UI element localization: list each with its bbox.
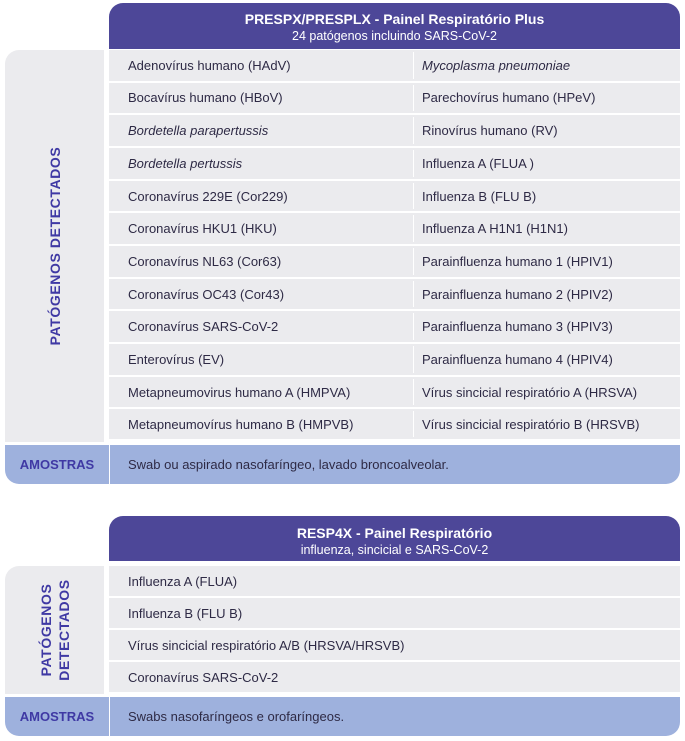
list-item xyxy=(109,598,680,628)
side-label xyxy=(37,579,73,680)
amostras-label: AMOSTRAS xyxy=(19,709,95,724)
panel-respiratorio xyxy=(5,516,680,738)
table-row xyxy=(109,213,680,244)
column-divider xyxy=(413,85,414,112)
pathogen-cell-right: Mycoplasma pneumoniae xyxy=(422,57,571,73)
amostras-text: Swabs nasofaríngeos e orofaríngeos. xyxy=(128,709,345,724)
column-divider xyxy=(413,313,414,340)
column-divider xyxy=(413,183,414,210)
side-label-box xyxy=(5,50,104,442)
list-item xyxy=(109,630,680,660)
column-divider xyxy=(413,379,414,406)
pathogen-cell-left: Coronavírus NL63 (Cor63) xyxy=(128,253,282,269)
panel-subtitle: 24 patógenos incluindo SARS-CoV-2 xyxy=(292,29,497,43)
column-divider xyxy=(413,411,414,437)
pathogen-cell-left: Coronavírus SARS-CoV-2 xyxy=(128,319,279,335)
panel-title: RESP4X - Painel Respiratório xyxy=(296,525,493,541)
amostras-divider xyxy=(109,697,110,736)
amostras-row xyxy=(5,697,680,736)
table-row xyxy=(109,409,680,439)
amostras-divider xyxy=(109,445,110,484)
pathogen-cell-right: Influenza B (FLU B) xyxy=(422,188,537,204)
side-label-line-2: DETECTADOS xyxy=(55,579,72,681)
amostras-row xyxy=(5,445,680,484)
column-divider xyxy=(413,248,414,275)
column-divider xyxy=(413,117,414,144)
amostras-label: AMOSTRAS xyxy=(19,457,95,472)
pathogen-name: Vírus sincicial respiratório A/B (HRSVA/HRSVB) xyxy=(128,637,405,653)
column-divider xyxy=(413,346,414,373)
panel-header xyxy=(109,516,680,561)
side-label-box xyxy=(5,566,104,694)
column-divider xyxy=(413,215,414,242)
panel-header xyxy=(109,3,680,49)
pathogen-cell-right: Parainfluenza humano 2 (HPIV2) xyxy=(422,286,613,302)
pathogen-cell-right: Parechovírus humano (HPeV) xyxy=(422,90,596,106)
table-row xyxy=(109,311,680,342)
side-label: PATÓGENOS DETECTADOS xyxy=(46,146,63,346)
pathogen-cell-left: Adenovírus humano (HAdV) xyxy=(128,57,291,73)
amostras-text: Swab ou aspirado nasofaríngeo, lavado broncoalveolar. xyxy=(128,457,449,472)
pathogen-cell-left: Coronavírus 229E (Cor229) xyxy=(128,188,288,204)
pathogen-cell-right: Parainfluenza humano 3 (HPIV3) xyxy=(422,319,613,335)
pathogen-cell-right: Influenza A (FLUA ) xyxy=(422,155,535,171)
column-divider xyxy=(413,150,414,177)
pathogen-cell-left: Coronavírus HKU1 (HKU) xyxy=(128,221,277,237)
pathogen-table xyxy=(109,50,680,442)
pathogen-name: Influenza B (FLU B) xyxy=(128,605,243,621)
pathogen-cell-left: Coronavírus OC43 (Cor43) xyxy=(128,286,285,302)
pathogen-cell-left: Bocavírus humano (HBoV) xyxy=(128,90,283,106)
pathogen-cell-right: Rinovírus humano (RV) xyxy=(422,123,558,139)
table-row xyxy=(109,377,680,408)
panel-title: PRESPX/PRESPLX - Painel Respiratório Plus xyxy=(244,11,545,27)
table-row xyxy=(109,246,680,277)
pathogen-cell-right: Parainfluenza humano 4 (HPIV4) xyxy=(422,351,613,367)
table-row xyxy=(109,181,680,212)
panel-respiratorio-plus xyxy=(5,3,680,484)
table-row xyxy=(109,279,680,310)
pathogen-cell-right: Vírus sincicial respiratório B (HRSVB) xyxy=(422,416,640,432)
column-divider xyxy=(413,281,414,308)
table-row xyxy=(109,344,680,375)
pathogen-cell-right: Vírus sincicial respiratório A (HRSVA) xyxy=(422,384,638,400)
list-item xyxy=(109,566,680,596)
pathogen-list xyxy=(109,566,680,694)
pathogen-cell-right: Parainfluenza humano 1 (HPIV1) xyxy=(422,253,613,269)
pathogen-name: Coronavírus SARS-CoV-2 xyxy=(128,669,279,685)
table-row xyxy=(109,83,680,114)
table-row xyxy=(109,115,680,146)
side-label-line-1: PATÓGENOS xyxy=(37,583,54,677)
pathogen-cell-left: Bordetella pertussis xyxy=(128,155,243,171)
pathogen-cell-left: Enterovírus (EV) xyxy=(128,351,225,367)
pathogen-cell-right: Influenza A H1N1 (H1N1) xyxy=(422,221,568,237)
pathogen-name: Influenza A (FLUA) xyxy=(128,573,238,589)
pathogen-cell-left: Bordetella parapertussis xyxy=(128,123,269,139)
panel-subtitle: influenza, sincicial e SARS-CoV-2 xyxy=(300,543,489,557)
table-row xyxy=(109,148,680,179)
list-item xyxy=(109,662,680,692)
column-divider xyxy=(413,52,414,79)
pathogen-cell-left: Metapneumovírus humano B (HMPVB) xyxy=(128,416,354,432)
pathogen-cell-left: Metapneumovirus humano A (HMPVA) xyxy=(128,384,351,400)
table-row xyxy=(109,50,680,81)
